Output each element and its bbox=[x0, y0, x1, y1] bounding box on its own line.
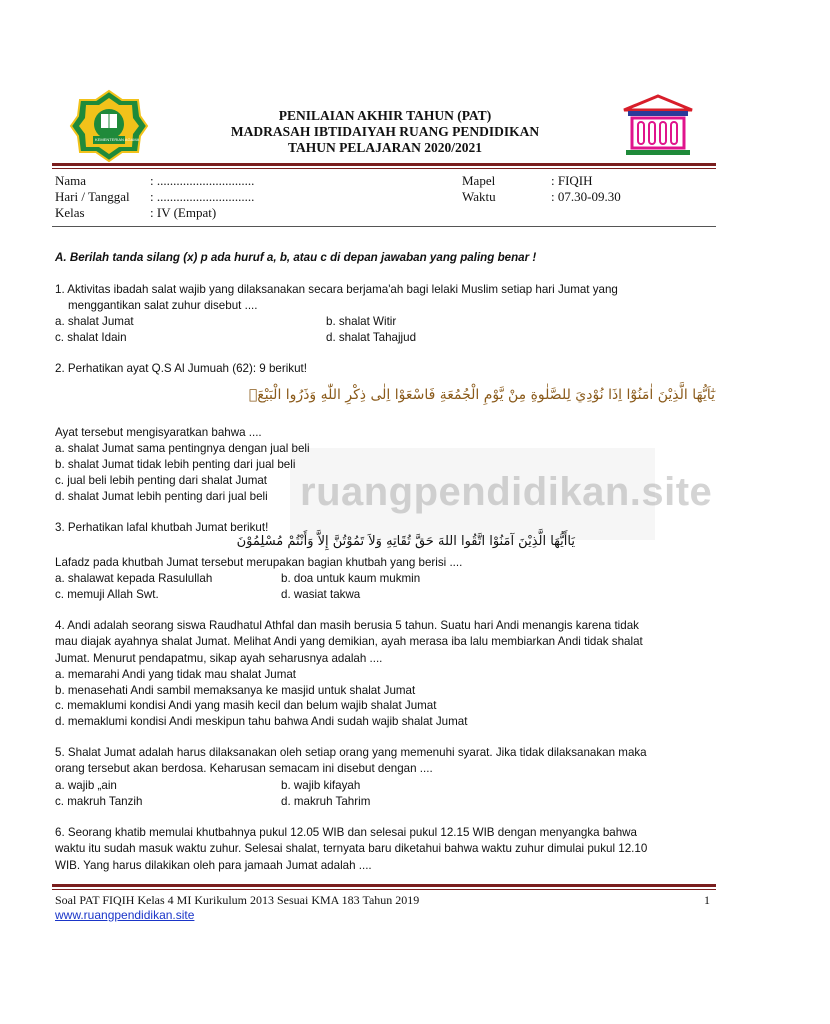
mapel-value: : FIQIH bbox=[551, 173, 593, 188]
title-line-2: MADRASAH IBTIDAIYAH RUANG PENDIDIKAN bbox=[230, 124, 540, 139]
instruction: A. Berilah tanda silang (x) p ada huruf a, b, atau c di depan jawaban yang paling benar ! bbox=[55, 251, 537, 264]
school-building-logo bbox=[622, 94, 694, 158]
question-6-text-2: waktu itu sudah masuk waktu zuhur. Selesai shalat, ternyata baru diketahui bahwa waktu zuhur dimulai pukul 12.10 bbox=[55, 842, 648, 856]
question-2-prompt: Ayat tersebut mengisyaratkan bahwa .... bbox=[55, 426, 262, 439]
q5-option-b[interactable]: b. wajib kifayah bbox=[281, 779, 361, 792]
header-divider-thin bbox=[52, 168, 716, 169]
question-5-text-1: 5. Shalat Jumat adalah harus dilaksanakan oleh setiap orang yang memenuhi syarat. Jika tidak dilaksanakan maka bbox=[55, 746, 647, 759]
q2-arabic-verse: يٰٓاَيُّهَا الَّذِيْنَ اٰمَنُوْٓا اِذَا نُوْدِيَ لِلصَّلٰوةِ مِنْ يَّوْمِ الْجُمُعَةِ فَاسْعَوْا اِلٰى ذِكْرِ اللّٰهِ وَذَرُوا الْبَيْعَۗ bbox=[248, 387, 715, 403]
nama-field[interactable]: : .............................. bbox=[150, 173, 255, 188]
title-line-3: TAHUN PELAJARAN 2020/2021 bbox=[287, 140, 482, 155]
q1-option-c[interactable]: c. shalat Idain bbox=[55, 331, 127, 344]
question-1 bbox=[55, 282, 715, 315]
waktu-value: : 07.30-09.30 bbox=[551, 189, 621, 204]
q1-option-d[interactable]: d. shalat Tahajjud bbox=[326, 331, 417, 344]
question-6 bbox=[55, 825, 715, 874]
hari-tanggal-field[interactable]: : .............................. bbox=[150, 189, 255, 204]
title-line-1: PENILAIAN AKHIR TAHUN (PAT) bbox=[278, 108, 492, 123]
q1-option-a[interactable]: a. shalat Jumat bbox=[55, 315, 134, 328]
question-5-text-2: orang tersebut akan berdosa. Keharusan semacam ini disebut dengan .... bbox=[55, 762, 433, 776]
question-1-text-2: menggantikan salat zuhur disebut .... bbox=[68, 299, 258, 313]
mapel-label: Mapel bbox=[462, 173, 496, 188]
kelas-value: : IV (Empat) bbox=[150, 205, 217, 220]
q1-option-b[interactable]: b. shalat Witir bbox=[326, 315, 397, 328]
q2-option-c[interactable]: c. jual beli lebih penting dari shalat Jumat bbox=[55, 474, 268, 487]
question-4 bbox=[55, 618, 715, 667]
q3-option-c[interactable]: c. memuji Allah Swt. bbox=[55, 588, 159, 601]
q3-option-b[interactable]: b. doa untuk kaum mukmin bbox=[281, 572, 421, 585]
q2-option-d[interactable]: d. shalat Jumat lebih penting dari jual beli bbox=[55, 490, 268, 503]
kemenag-logo bbox=[70, 90, 148, 162]
hari-tanggal-label: Hari / Tanggal bbox=[55, 189, 130, 204]
q2-option-a[interactable]: a. shalat Jumat sama pentingnya dengan jual beli bbox=[55, 442, 310, 455]
q4-option-d[interactable]: d. memaklumi kondisi Andi meskipun tahu bahwa Andi sudah wajib shalat Jumat bbox=[55, 715, 468, 728]
footer-divider bbox=[52, 884, 716, 887]
question-6-text-3: WIB. Yang harus dilakikan oleh para jamaah Jumat adalah .... bbox=[55, 858, 372, 872]
question-3-text: 3. Perhatikan lafal khutbah Jumat berikut! bbox=[55, 521, 269, 534]
q3-option-a[interactable]: a. shalawat kepada Rasulullah bbox=[55, 572, 213, 585]
logo-caption: KEMENTERIAN AGAMA bbox=[95, 137, 140, 142]
q5-option-a[interactable]: a. wajib „ain bbox=[55, 779, 117, 792]
q5-option-c[interactable]: c. makruh Tanzih bbox=[55, 795, 143, 808]
q2-option-b[interactable]: b. shalat Jumat tidak lebih penting dari jual beli bbox=[55, 458, 296, 471]
info-divider bbox=[52, 226, 716, 227]
q4-option-c[interactable]: c. memaklumi kondisi Andi yang masih kecil dan belum wajib shalat Jumat bbox=[55, 699, 437, 712]
q4-option-b[interactable]: b. menasehati Andi sambil memaksanya ke masjid untuk shalat Jumat bbox=[55, 684, 416, 697]
question-4-text-3: Jumat. Menurut pendapatmu, sikap ayah seharusnya adalah .... bbox=[55, 651, 383, 665]
question-6-text-1: 6. Seorang khatib memulai khutbahnya pukul 12.05 WIB dan selesai pukul 12.15 WIB dengan menyangka bahwa bbox=[55, 826, 637, 839]
header-divider bbox=[52, 163, 716, 166]
footer-text: Soal PAT FIQIH Kelas 4 MI Kurikulum 2013 Sesuai KMA 183 Tahun 2019 bbox=[55, 893, 420, 907]
page-number: 1 bbox=[704, 893, 710, 907]
question-5 bbox=[55, 745, 715, 778]
question-1-text-1: 1. Aktivitas ibadah salat wajib yang dilaksanakan secara berjama'ah bagi lelaki Muslim setiap hari Jumat yang bbox=[55, 283, 618, 296]
question-2-text: 2. Perhatikan ayat Q.S Al Jumuah (62): 9 berikut! bbox=[55, 362, 307, 375]
q5-option-d[interactable]: d. makruh Tahrim bbox=[281, 795, 371, 808]
q4-option-a[interactable]: a. memarahi Andi yang tidak mau shalat Jumat bbox=[55, 668, 297, 681]
question-4-text-1: 4. Andi adalah seorang siswa Raudhatul Athfal dan masih berusia 5 tahun. Suatu hari Andi menangis karena tidak bbox=[55, 619, 639, 632]
footer-divider-thin bbox=[52, 889, 716, 890]
site-watermark: ruangpendidikan.site bbox=[300, 470, 713, 514]
exam-title bbox=[160, 108, 610, 156]
question-3-prompt: Lafadz pada khutbah Jumat tersebut merupakan bagian khutbah yang berisi .... bbox=[55, 556, 463, 569]
kelas-label: Kelas bbox=[55, 205, 85, 220]
question-4-text-2: mau diajak ayahnya shalat Jumat. Melihat Andi yang demikian, ayah merasa iba lalu membiarkan Andi tidak shalat bbox=[55, 635, 643, 649]
q3-option-d[interactable]: d. wasiat takwa bbox=[281, 588, 361, 601]
waktu-label: Waktu bbox=[462, 189, 496, 204]
website-link[interactable]: www.ruangpendidikan.site bbox=[55, 908, 195, 922]
q3-arabic-lafal: يَاأَيُّهَا الَّذِيْنَ آمَنُوْا اتَّقُوا اللهَ حَقَّ تُقَاتِهِ وَلاَ تَمُوْتُنَّ إِلاَّ وَأَنْتُمْ مُسْلِمُوْنَ bbox=[236, 534, 575, 549]
nama-label: Nama bbox=[55, 173, 87, 188]
